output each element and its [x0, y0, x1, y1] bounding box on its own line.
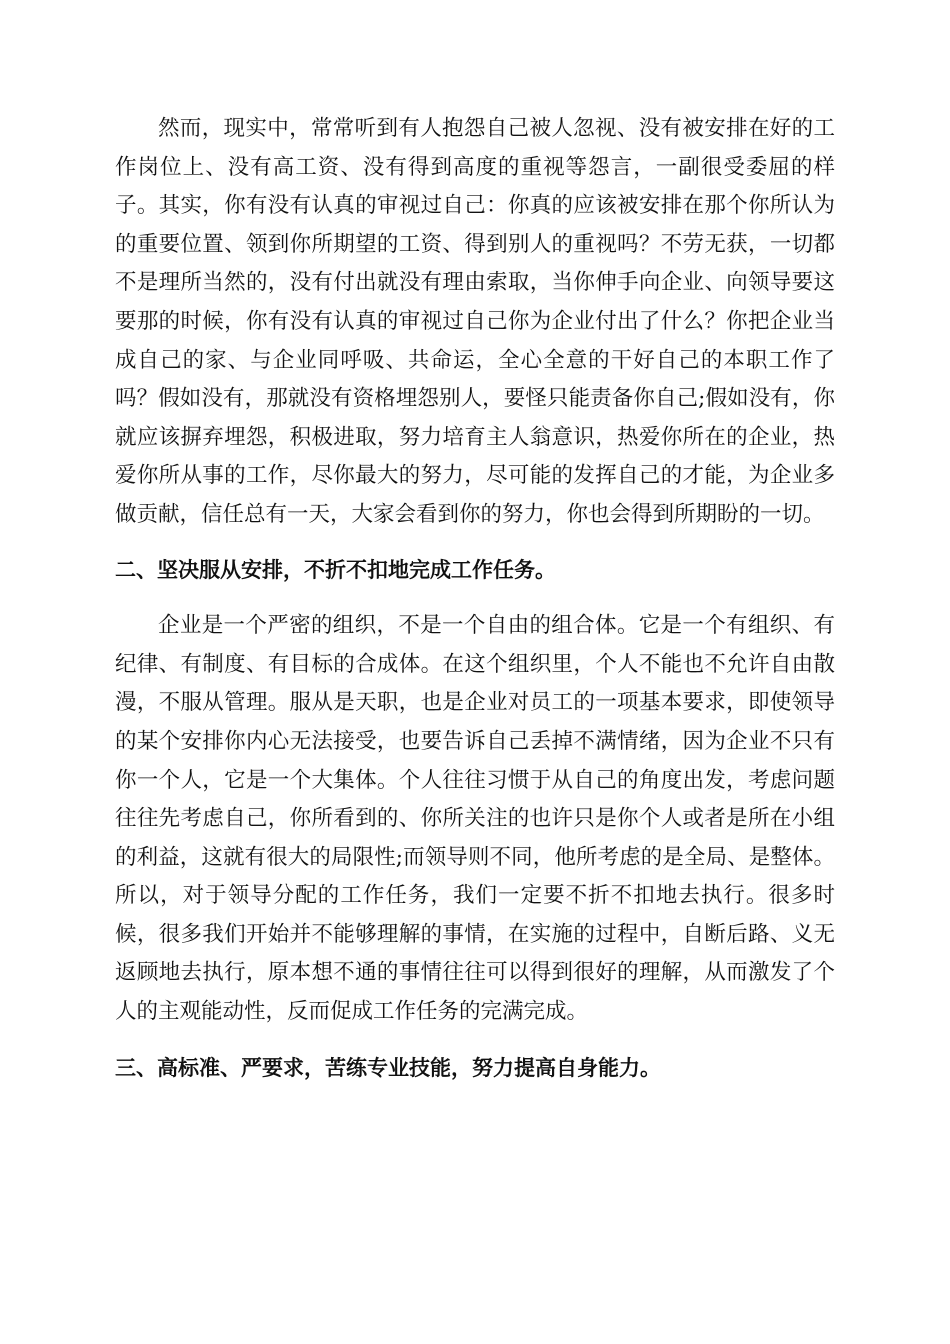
body-paragraph: 企业是一个严密的组织，不是一个自由的组合体。它是一个有组织、有纪律、有制度、有目标的合成体。在这个组织里，个人不能也不允许自由散漫，不服从管理。服从是天职，也是企业对员工的一项基本要求，即使领导的某个安排你内心无法接受，也要告诉自己丢掉不满情绪，因为企业不只有你一个人，它是一个大集体。个人往往习惯于从自己的角度出发，考虑问题往往先考虑自己，你所看到的、你所关注的也许只是你个人或者是所在小组的利益，这就有很大的局限性;而领导则不同，他所考虑的是全局、是整体。所以，对于领导分配的工作任务，我们一定要不折不扣地去执行。很多时候，很多我们开始并不能够理解的事情，在实施的过程中，自断后路、义无返顾地去执行，原本想不通的事情往往可以得到很好的理解，从而激发了个人的主观能动性，反而促成工作任务的完满完成。	[115, 613, 835, 1025]
body-paragraph: 然而，现实中，常常听到有人抱怨自己被人忽视、没有被安排在好的工作岗位上、没有高工资、没有得到高度的重视等怨言，一副很受委屈的样子。其实，你有没有认真的审视过自己：你真的应该被安排在那个你所认为的重要位置、领到你所期望的工资、得到别人的重视吗？不劳无获，一切都不是理所当然的，没有付出就没有理由索取，当你伸手向企业、向领导要这要那的时候，你有没有认真的审视过自己你为企业付出了什么？你把企业当成自己的家、与企业同呼吸、共命运，全心全意的干好自己的本职工作了吗？假如没有，那就没有资格埋怨别人，要怪只能责备你自己;假如没有，你就应该摒弃埋怨，积极进取，努力培育主人翁意识，热爱你所在的企业，热爱你所从事的工作，尽你最大的努力，尽可能的发挥自己的才能，为企业多做贡献，信任总有一天，大家会看到你的努力，你也会得到所期盼的一切。	[115, 116, 835, 527]
section-heading: 二、坚决服从安排，不折不扣地完成工作任务。	[115, 557, 556, 582]
section-heading: 三、高标准、严要求，苦练专业技能，努力提高自身能力。	[115, 1055, 661, 1080]
document-body	[115, 110, 835, 1087]
